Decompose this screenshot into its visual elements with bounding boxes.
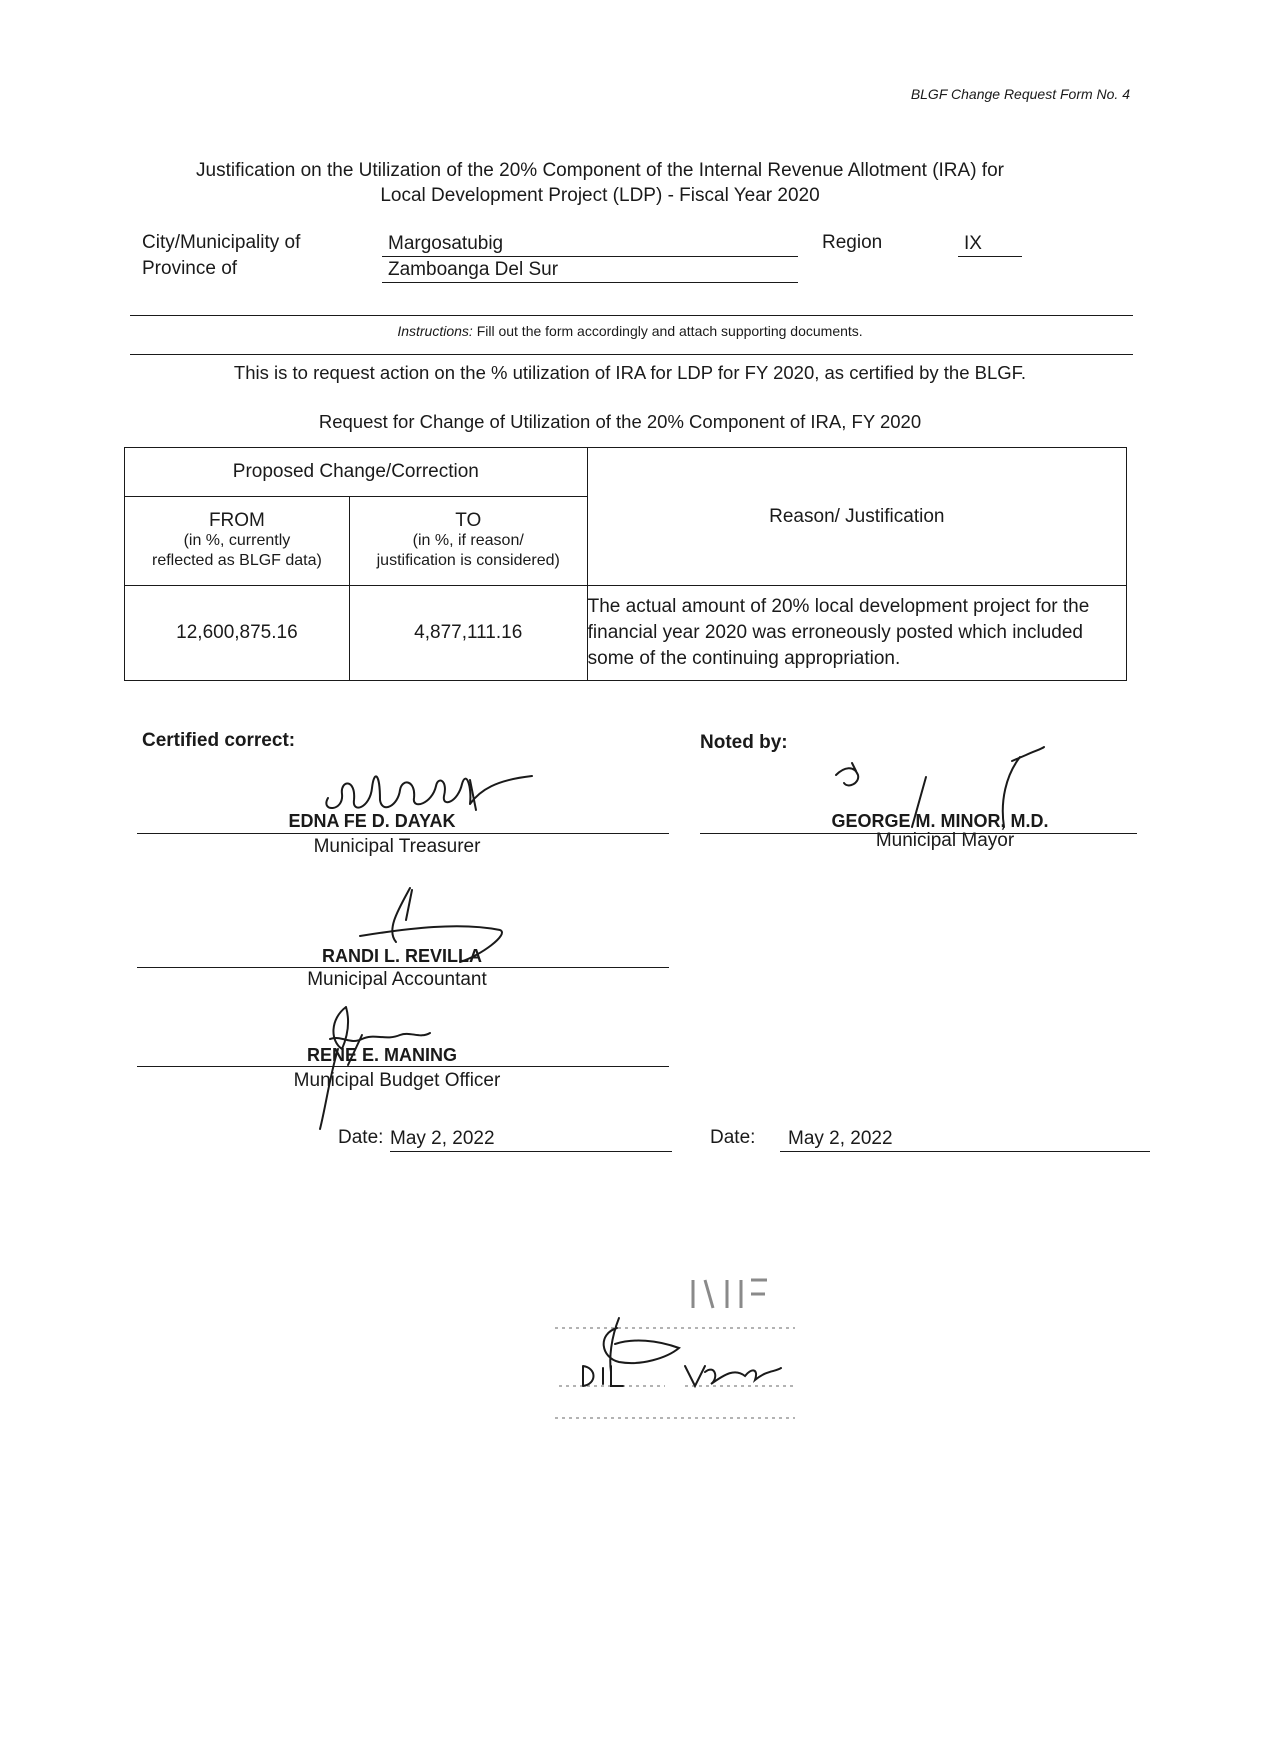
mayor-name: GEORGE M. MINOR, M.D. bbox=[831, 811, 1049, 831]
mayor-title: Municipal Mayor bbox=[875, 830, 1015, 851]
stamp-graphic bbox=[545, 1268, 805, 1428]
noted-label: Noted by: bbox=[700, 732, 788, 753]
table-caption: Request for Change of Utilization of the 20% Component of IRA, FY 2020 bbox=[318, 411, 922, 432]
accountant-signature-line bbox=[137, 967, 669, 968]
city-field[interactable]: Margosatubig bbox=[382, 232, 798, 257]
instructions bbox=[130, 323, 1130, 339]
to-header bbox=[349, 497, 587, 586]
budget-officer-signature-line bbox=[137, 1066, 669, 1067]
treasurer-signature-line bbox=[137, 833, 669, 834]
budget-officer-name: RENE E. MANING bbox=[306, 1045, 457, 1065]
from-header-title: FROM bbox=[208, 510, 265, 531]
form-title-line-1: Justification on the Utilization of the 20% Component of the Internal Revenue Allotment (IRA) for bbox=[196, 160, 1004, 181]
date-field-left[interactable]: May 2, 2022 bbox=[390, 1127, 672, 1152]
to-header-sub-2: justification is considered) bbox=[376, 552, 560, 569]
accountant-title: Municipal Accountant bbox=[307, 969, 487, 990]
treasurer-title: Municipal Treasurer bbox=[313, 836, 481, 857]
city-label: City/Municipality of bbox=[142, 232, 301, 253]
region-label: Region bbox=[822, 232, 883, 253]
change-request-table bbox=[124, 447, 1127, 681]
from-header-sub-2: reflected as BLGF data) bbox=[151, 552, 322, 569]
treasurer-name: EDNA FE D. DAYAK bbox=[288, 811, 456, 831]
instructions-text: Fill out the form accordingly and attach supporting documents. bbox=[476, 323, 863, 339]
reason-header: Reason/ Justification bbox=[587, 448, 1126, 586]
to-header-sub-1: (in %, if reason/ bbox=[412, 532, 524, 549]
region-field[interactable]: IX bbox=[958, 232, 1022, 257]
form-title-line-2: Local Development Project (LDP) - Fiscal Year 2020 bbox=[380, 185, 820, 206]
instructions-bottom-rule bbox=[130, 354, 1133, 355]
form-number: BLGF Change Request Form No. 4 bbox=[910, 86, 1130, 102]
from-header-sub-1: (in %, currently bbox=[183, 532, 291, 549]
instructions-top-rule bbox=[130, 315, 1133, 316]
form-title bbox=[100, 158, 1100, 208]
province-label: Province of bbox=[142, 258, 238, 279]
date-label-right: Date: bbox=[710, 1127, 756, 1148]
request-statement: This is to request action on the % utilization of IRA for LDP for FY 2020, as certified by the BLGF. bbox=[233, 362, 1027, 383]
date-field-right[interactable]: May 2, 2022 bbox=[780, 1127, 1150, 1152]
proposed-change-header: Proposed Change/Correction bbox=[125, 448, 588, 497]
received-stamp bbox=[545, 1268, 805, 1428]
province-field[interactable]: Zamboanga Del Sur bbox=[382, 258, 798, 283]
budget-officer-title: Municipal Budget Officer bbox=[293, 1070, 501, 1091]
reason-value: The actual amount of 20% local development project for the financial year 2020 was erroneously posted which included some of the continuing appropriation. bbox=[587, 586, 1126, 681]
to-header-title: TO bbox=[455, 510, 482, 531]
certified-label: Certified correct: bbox=[142, 730, 296, 751]
from-value: 12,600,875.16 bbox=[125, 586, 350, 681]
accountant-name: RANDI L. REVILLA bbox=[322, 946, 482, 966]
table-row bbox=[125, 586, 1127, 681]
instructions-prefix: Instructions: bbox=[397, 323, 473, 339]
to-value: 4,877,111.16 bbox=[349, 586, 587, 681]
date-label-left: Date: bbox=[338, 1127, 384, 1148]
from-header bbox=[125, 497, 350, 586]
